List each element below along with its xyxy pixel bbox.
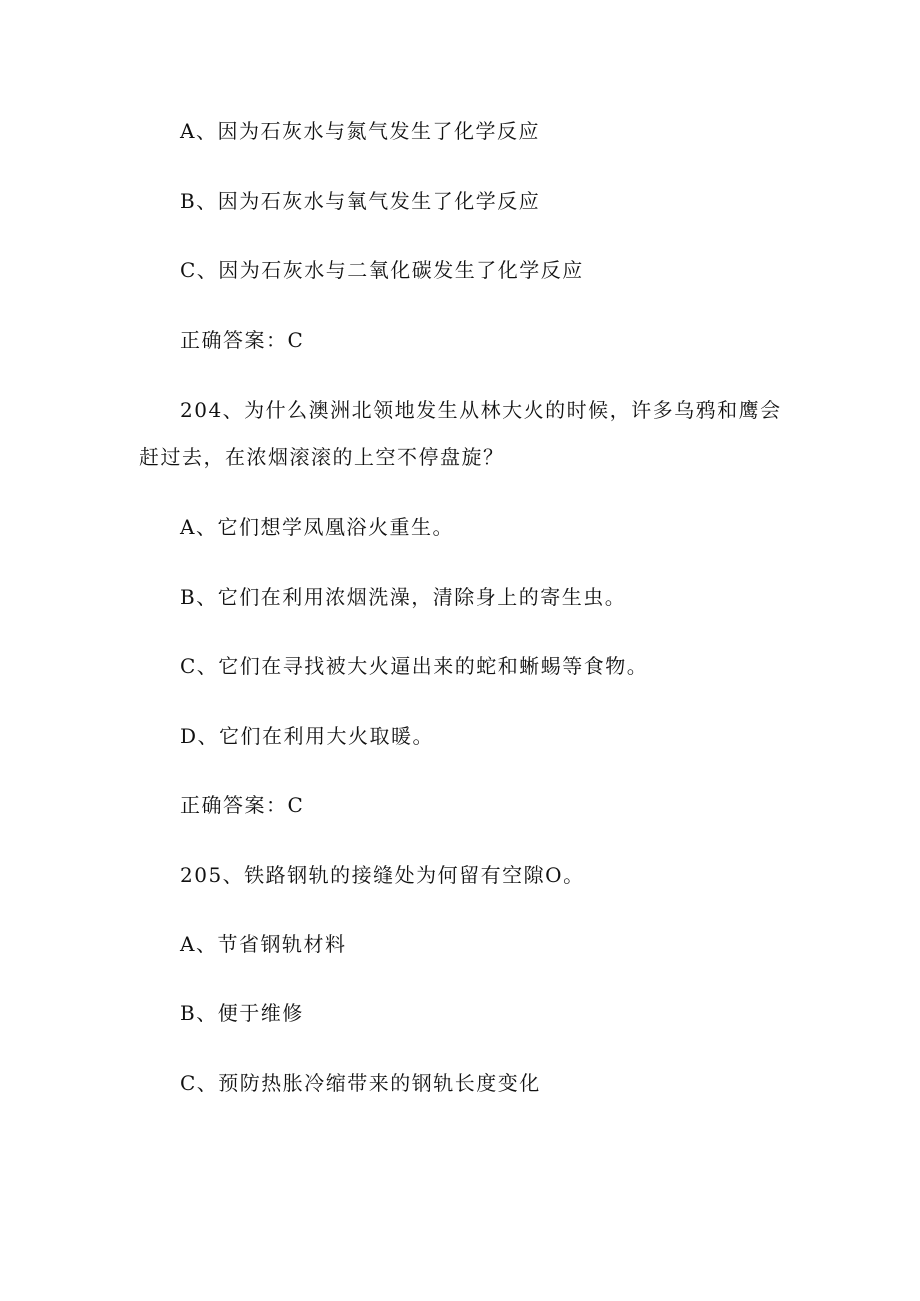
- question-204-line-2: 赶过去，在浓烟滚滚的上空不停盘旋？: [139, 445, 505, 469]
- option-c-q205: C、预防热胀冷缩带来的钢轨长度变化: [180, 1071, 541, 1095]
- option-c-q203: C、因为石灰水与二氧化碳发生了化学反应: [180, 258, 584, 282]
- option-a-q204: A、它们想学凤凰浴火重生。: [180, 515, 454, 539]
- option-a-q203: A、因为石灰水与氮气发生了化学反应: [180, 119, 540, 143]
- option-b-q205: B、便于维修: [180, 1001, 304, 1025]
- question-205: 205、铁路钢轨的接缝处为何留有空隙O。: [180, 863, 585, 887]
- answer-q204: 正确答案：C: [180, 793, 305, 817]
- option-d-q204: D、它们在利用大火取暖。: [180, 724, 435, 748]
- option-b-q204: B、它们在利用浓烟洗澡，清除身上的寄生虫。: [180, 585, 627, 609]
- answer-q203: 正确答案：C: [180, 328, 305, 352]
- option-b-q203: B、因为石灰水与氧气发生了化学反应: [180, 189, 541, 213]
- option-a-q205: A、节省钢轨材料: [180, 932, 347, 956]
- option-c-q204: C、它们在寻找被大火逼出来的蛇和蜥蜴等食物。: [180, 654, 649, 678]
- question-204-line-1: 204、为什么澳洲北领地发生从林大火的时候，许多乌鸦和鹰会: [180, 398, 782, 422]
